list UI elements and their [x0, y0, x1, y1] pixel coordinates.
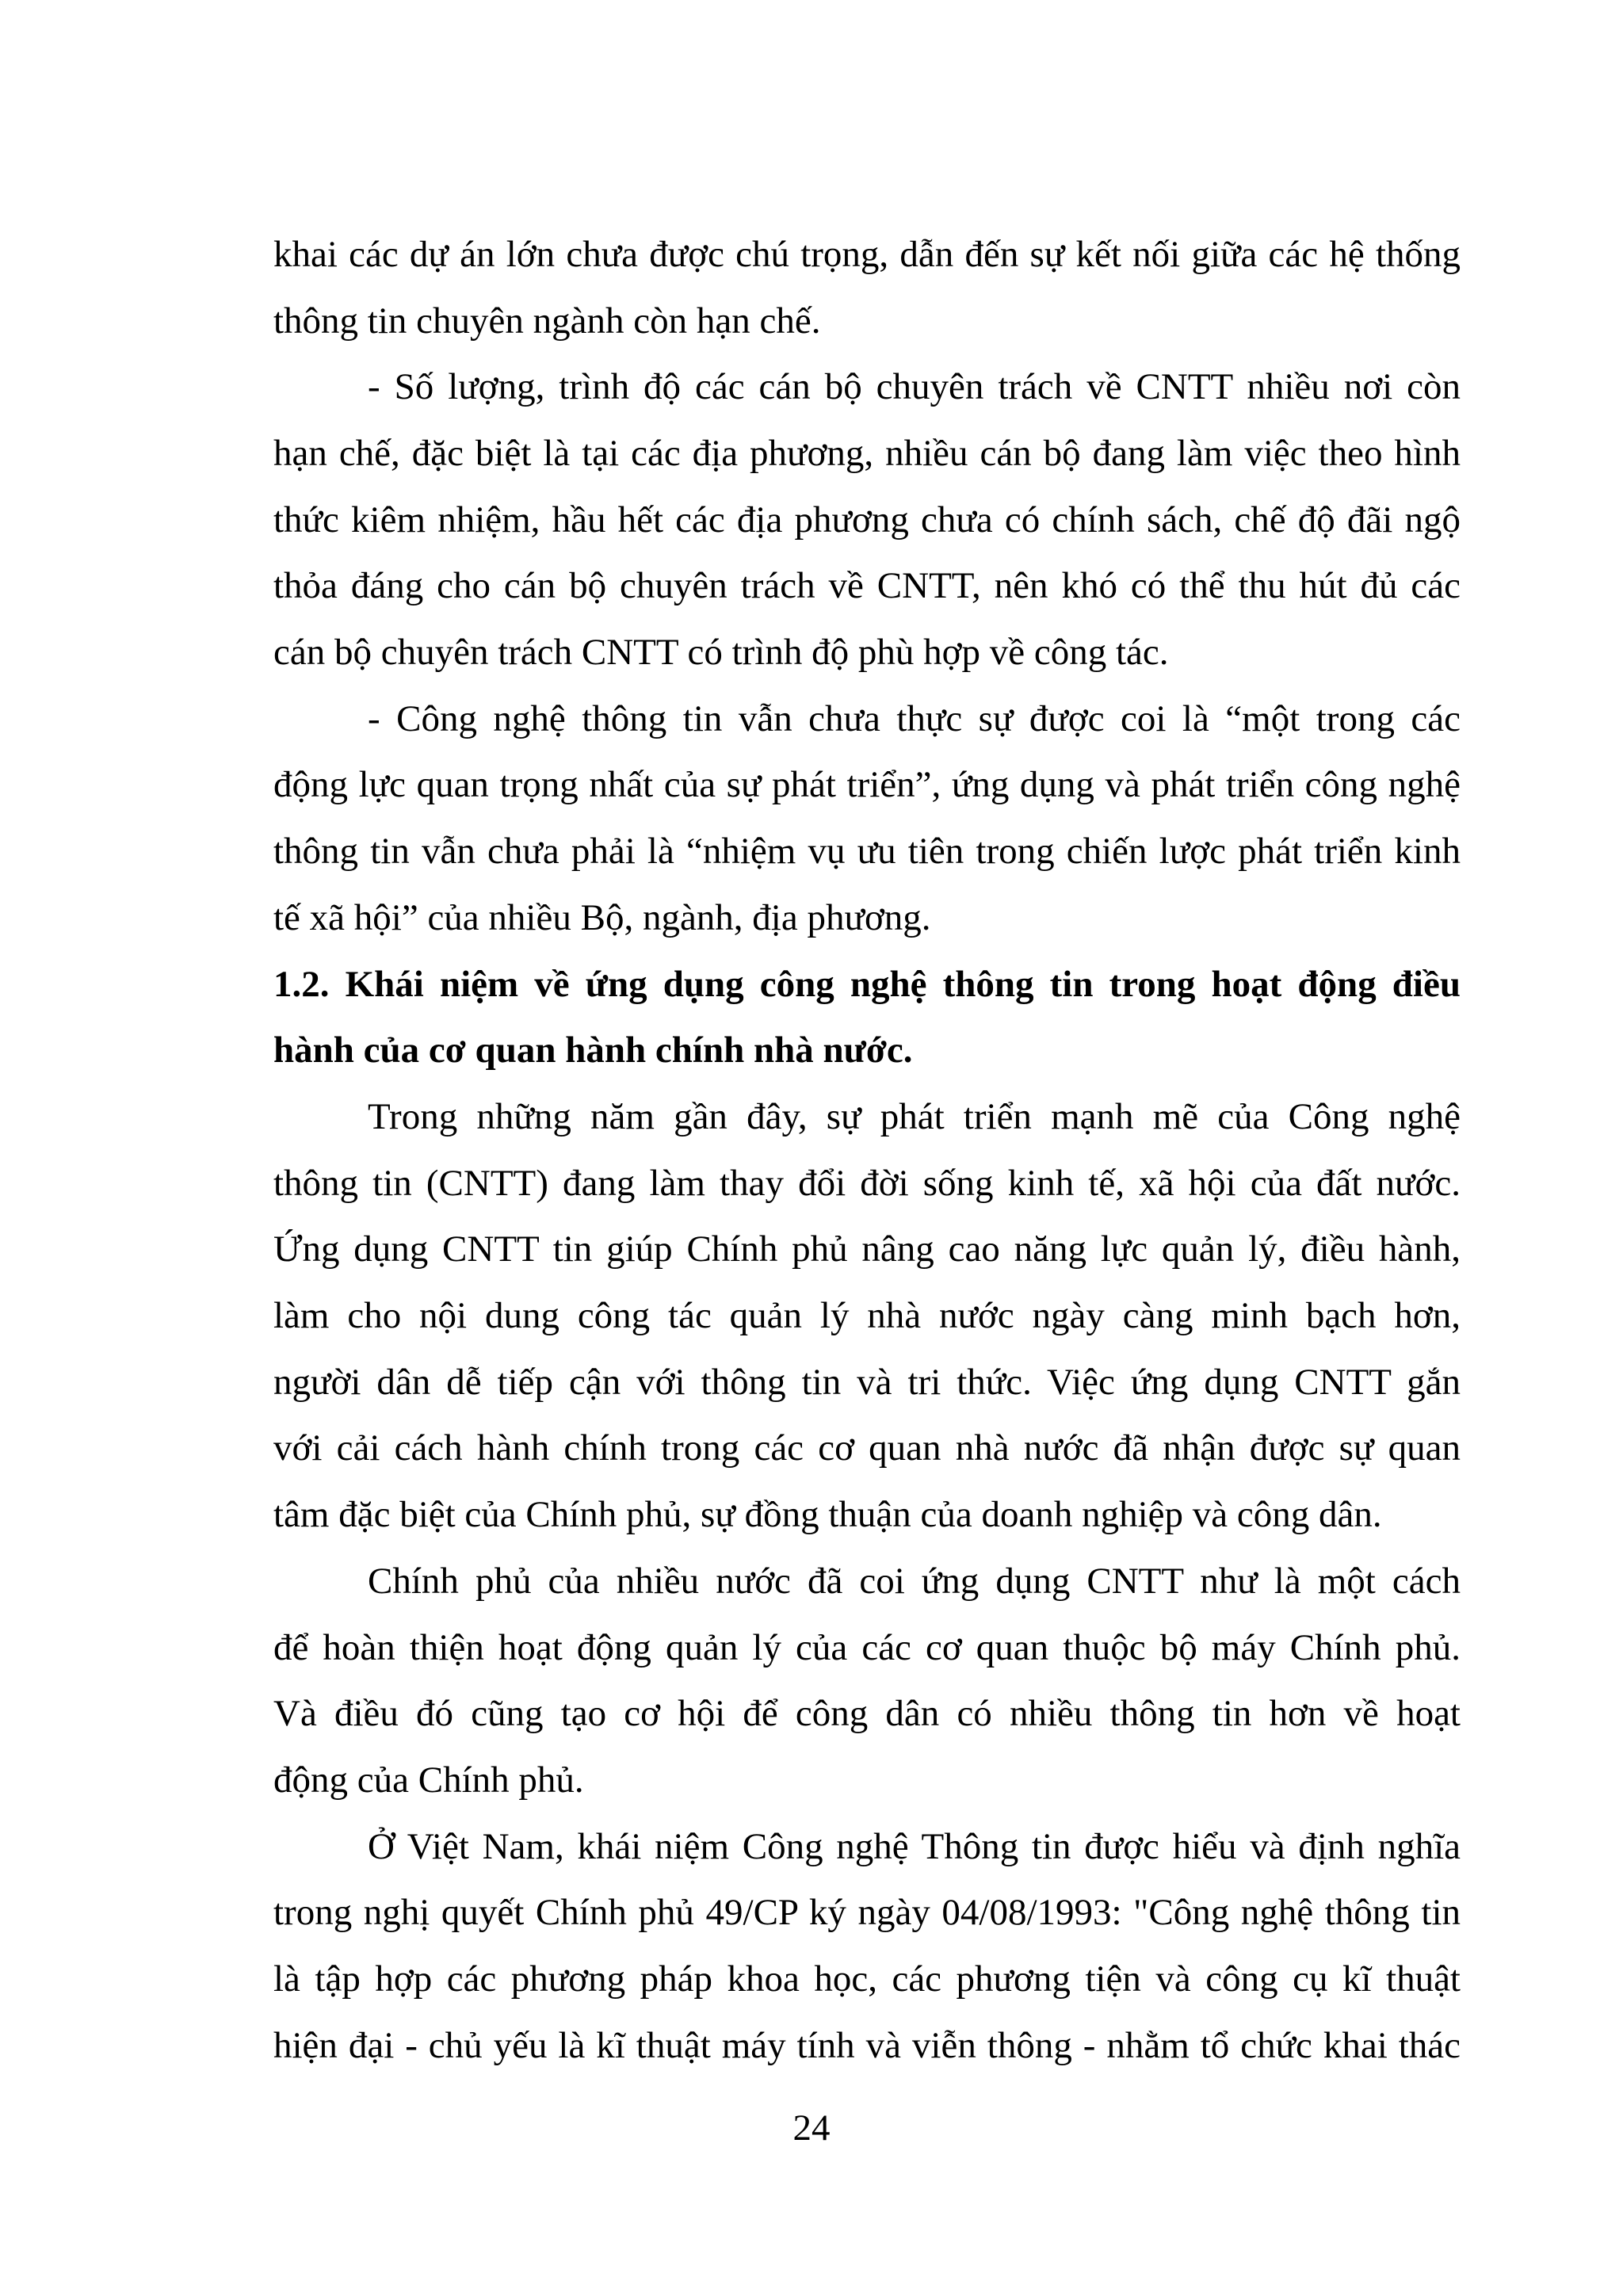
paragraph-line: hạn chế, đặc biệt là tại các địa phương, nhiều cán bộ đang làm việc theo hình — [273, 433, 1461, 474]
paragraph-line: với cải cách hành chính trong các cơ quan nhà nước đã nhận được sự quan — [273, 1427, 1461, 1469]
paragraph-line: thông tin vẫn chưa phải là “nhiệm vụ ưu tiên trong chiến lược phát triển kinh — [273, 831, 1461, 872]
paragraph-line: động lực quan trọng nhất của sự phát triển”, ứng dụng và phát triển công nghệ — [273, 764, 1461, 805]
section-heading: hành của cơ quan hành chính nhà nước. — [273, 1030, 913, 1071]
page-number: 24 — [792, 2107, 831, 2149]
paragraph-line: Ở Việt Nam, khái niệm Công nghệ Thông tin được hiểu và định nghĩa — [368, 1826, 1461, 1867]
paragraph-line: làm cho nội dung công tác quản lý nhà nước ngày càng minh bạch hơn, — [273, 1295, 1461, 1336]
paragraph-line: thỏa đáng cho cán bộ chuyên trách về CNTT, nên khó có thể thu hút đủ các — [273, 565, 1461, 606]
section-heading: 1.2. Khái niệm về ứng dụng công nghệ thông tin trong hoạt động điều — [273, 964, 1461, 1005]
document-page — [273, 0, 1461, 2296]
paragraph-line: thông tin chuyên ngành còn hạn chế. — [273, 300, 821, 342]
paragraph-line: cán bộ chuyên trách CNTT có trình độ phù hợp về công tác. — [273, 632, 1169, 673]
paragraph-line: người dân dễ tiếp cận với thông tin và tri thức. Việc ứng dụng CNTT gắn — [273, 1362, 1461, 1403]
paragraph-line: Chính phủ của nhiều nước đã coi ứng dụng CNTT như là một cách — [368, 1561, 1461, 1602]
paragraph-line: - Công nghệ thông tin vẫn chưa thực sự được coi là “một trong các — [368, 698, 1461, 739]
paragraph-line: động của Chính phủ. — [273, 1759, 584, 1801]
paragraph-line: tâm đặc biệt của Chính phủ, sự đồng thuận của doanh nghiệp và công dân. — [273, 1494, 1382, 1535]
paragraph-line: Ứng dụng CNTT tin giúp Chính phủ nâng cao năng lực quản lý, điều hành, — [273, 1228, 1461, 1270]
paragraph-line: khai các dự án lớn chưa được chú trọng, dẫn đến sự kết nối giữa các hệ thống — [273, 234, 1461, 275]
paragraph-line: thức kiêm nhiệm, hầu hết các địa phương chưa có chính sách, chế độ đãi ngộ — [273, 499, 1461, 541]
paragraph-line: hiện đại - chủ yếu là kĩ thuật máy tính và viễn thông - nhằm tổ chức khai thác — [273, 2025, 1461, 2066]
paragraph-line: để hoàn thiện hoạt động quản lý của các cơ quan thuộc bộ máy Chính phủ. — [273, 1627, 1461, 1668]
paragraph-line: Và điều đó cũng tạo cơ hội để công dân có nhiều thông tin hơn về hoạt — [273, 1693, 1461, 1734]
paragraph-line: - Số lượng, trình độ các cán bộ chuyên trách về CNTT nhiều nơi còn — [368, 366, 1461, 407]
paragraph-line: Trong những năm gần đây, sự phát triển mạnh mẽ của Công nghệ — [368, 1096, 1461, 1137]
paragraph-line: tế xã hội” của nhiều Bộ, ngành, địa phương. — [273, 897, 931, 938]
paragraph-line: là tập hợp các phương pháp khoa học, các phương tiện và công cụ kĩ thuật — [273, 1958, 1461, 2000]
paragraph-line: thông tin (CNTT) đang làm thay đổi đời sống kinh tế, xã hội của đất nước. — [273, 1163, 1461, 1204]
paragraph-line: trong nghị quyết Chính phủ 49/CP ký ngày 04/08/1993: "Công nghệ thông tin — [273, 1892, 1461, 1933]
